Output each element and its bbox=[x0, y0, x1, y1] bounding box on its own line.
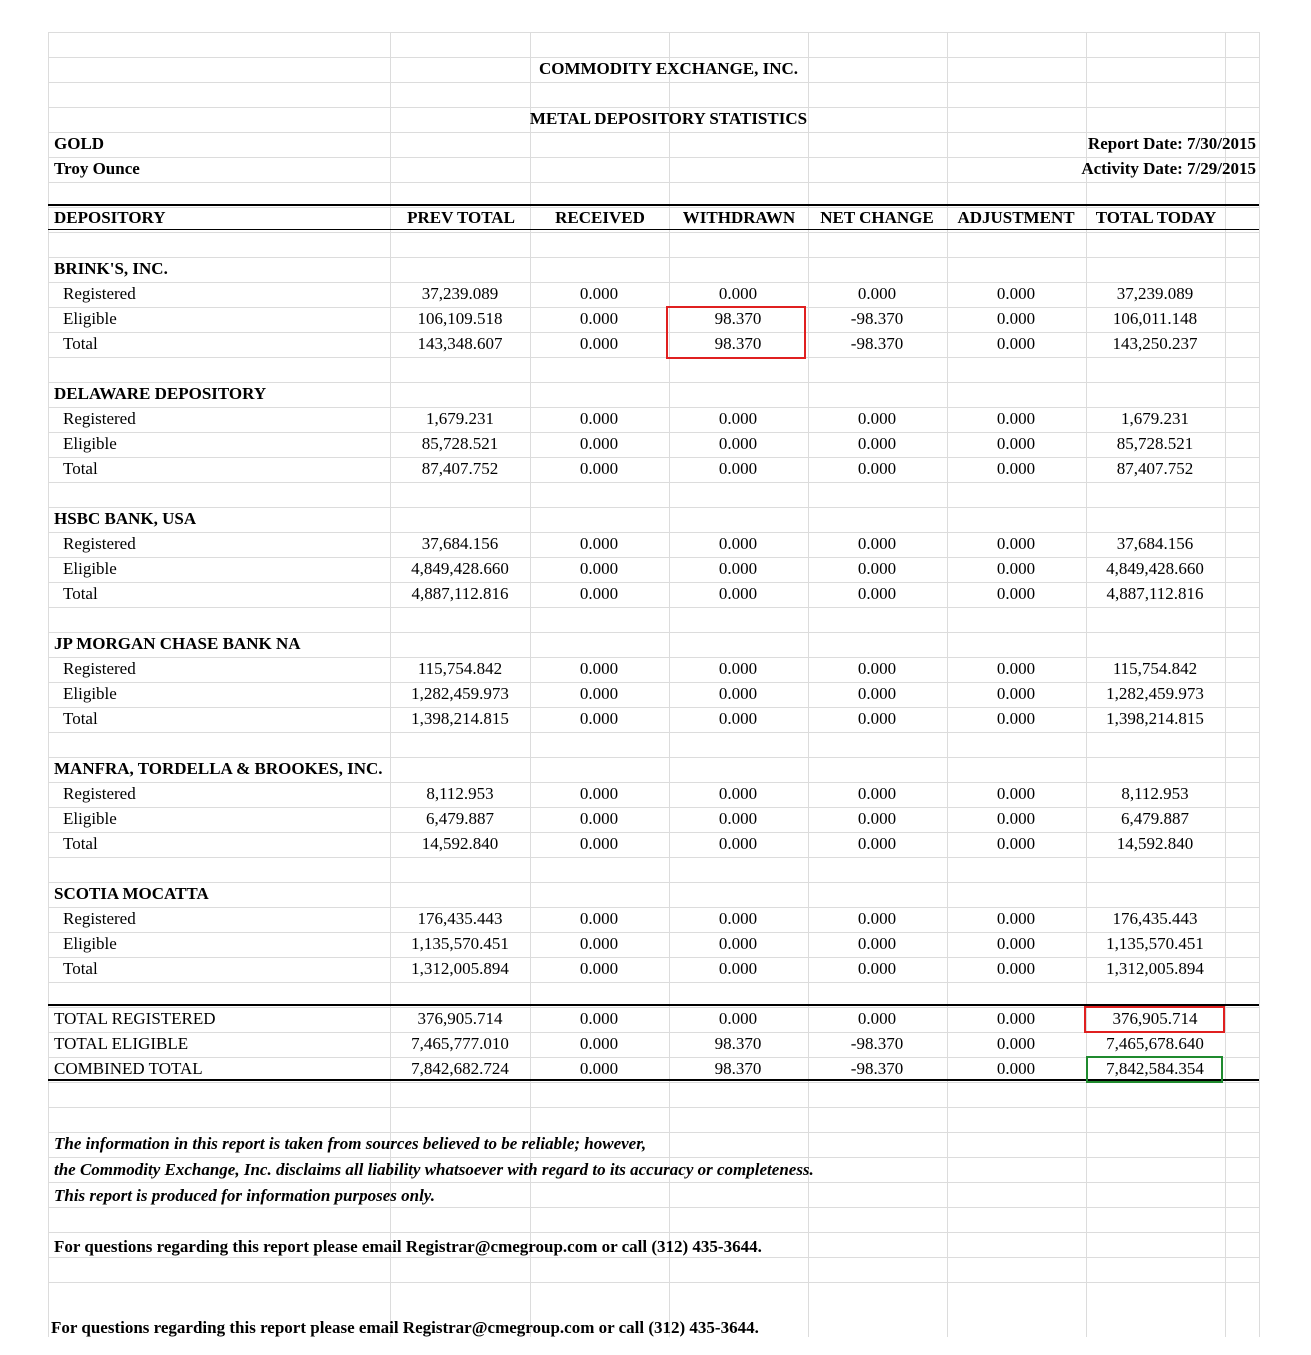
value-cell: 0.000 bbox=[718, 584, 758, 603]
total-value-cell: 7,465,777.010 bbox=[411, 1034, 509, 1053]
row-label: Registered bbox=[63, 659, 136, 678]
header-bottom-rule bbox=[48, 229, 1259, 230]
value-cell: 0.000 bbox=[857, 409, 897, 428]
value-cell: 6,479.887 bbox=[1121, 809, 1189, 828]
activity-date: Activity Date: 7/29/2015 bbox=[1081, 159, 1256, 178]
value-cell: 176,435.443 bbox=[1112, 909, 1198, 928]
value-cell: 0.000 bbox=[718, 659, 758, 678]
gridline-row bbox=[48, 82, 1259, 83]
gridline-row bbox=[48, 1082, 1259, 1083]
contact-line-repeat: For questions regarding this report please email Registrar@cmegroup.com or call (312) 435-3644. bbox=[51, 1318, 759, 1337]
gridline-row bbox=[48, 957, 1259, 958]
value-cell: 0.000 bbox=[579, 409, 619, 428]
value-cell: 0.000 bbox=[996, 934, 1036, 953]
total-value-cell: 376,905.714 bbox=[417, 1009, 503, 1028]
gridline-row bbox=[48, 432, 1259, 433]
gridline-row bbox=[48, 607, 1259, 608]
value-cell: 0.000 bbox=[718, 909, 758, 928]
value-cell: 98.370 bbox=[714, 334, 762, 353]
value-cell: 0.000 bbox=[579, 284, 619, 303]
value-cell: 0.000 bbox=[579, 709, 619, 728]
value-cell: 85,728.521 bbox=[1116, 434, 1194, 453]
value-cell: 85,728.521 bbox=[421, 434, 499, 453]
company-title: COMMODITY EXCHANGE, INC. bbox=[538, 59, 799, 78]
value-cell: 0.000 bbox=[579, 834, 619, 853]
value-cell: 4,849,428.660 bbox=[411, 559, 509, 578]
row-label: Eligible bbox=[63, 684, 117, 703]
gridline-row bbox=[48, 757, 1259, 758]
value-cell: 0.000 bbox=[857, 459, 897, 478]
depository-name: DELAWARE DEPOSITORY bbox=[54, 384, 267, 403]
value-cell: 0.000 bbox=[857, 709, 897, 728]
column-header: TOTAL TODAY bbox=[1095, 208, 1217, 227]
gridline-row bbox=[48, 482, 1259, 483]
gridline-row bbox=[48, 332, 1259, 333]
value-cell: 14,592.840 bbox=[421, 834, 499, 853]
row-label: Eligible bbox=[63, 934, 117, 953]
gridline-row bbox=[48, 257, 1259, 258]
value-cell: 1,312,005.894 bbox=[1106, 959, 1204, 978]
row-label: Total bbox=[63, 959, 98, 978]
gridline-row bbox=[48, 407, 1259, 408]
report-subtitle: METAL DEPOSITORY STATISTICS bbox=[529, 109, 808, 128]
contact-line: For questions regarding this report please email Registrar@cmegroup.com or call (312) 435-3644. bbox=[54, 1237, 762, 1256]
total-value-cell: 7,465,678.640 bbox=[1106, 1034, 1204, 1053]
row-label: Total bbox=[63, 834, 98, 853]
gridline-row bbox=[48, 1282, 1259, 1283]
value-cell: 4,887,112.816 bbox=[411, 584, 509, 603]
row-label: Eligible bbox=[63, 309, 117, 328]
row-label: Eligible bbox=[63, 809, 117, 828]
gridline-row bbox=[48, 1232, 1259, 1233]
value-cell: 37,239.089 bbox=[1116, 284, 1194, 303]
value-cell: 1,282,459.973 bbox=[411, 684, 509, 703]
value-cell: -98.370 bbox=[850, 334, 904, 353]
total-value-cell: 0.000 bbox=[718, 1009, 758, 1028]
value-cell: 0.000 bbox=[857, 559, 897, 578]
total-value-cell: 0.000 bbox=[996, 1059, 1036, 1078]
value-cell: 0.000 bbox=[718, 534, 758, 553]
value-cell: 87,407.752 bbox=[421, 459, 499, 478]
total-value-cell: 0.000 bbox=[579, 1034, 619, 1053]
total-value-cell: 0.000 bbox=[996, 1009, 1036, 1028]
gridline-row bbox=[48, 657, 1259, 658]
row-label: Eligible bbox=[63, 434, 117, 453]
value-cell: 0.000 bbox=[996, 309, 1036, 328]
value-cell: 0.000 bbox=[996, 809, 1036, 828]
total-value-cell: 376,905.714 bbox=[1112, 1009, 1198, 1028]
depository-name: BRINK'S, INC. bbox=[54, 259, 168, 278]
metal-name: GOLD bbox=[54, 134, 105, 153]
total-label: TOTAL REGISTERED bbox=[54, 1009, 216, 1028]
value-cell: 37,239.089 bbox=[421, 284, 499, 303]
value-cell: 1,679.231 bbox=[1121, 409, 1189, 428]
value-cell: 115,754.842 bbox=[1112, 659, 1198, 678]
row-label: Eligible bbox=[63, 559, 117, 578]
value-cell: 0.000 bbox=[718, 284, 758, 303]
column-header: WITHDRAWN bbox=[682, 208, 796, 227]
row-label: Registered bbox=[63, 909, 136, 928]
highlight-combined-total-box bbox=[1086, 1056, 1223, 1083]
value-cell: 0.000 bbox=[996, 834, 1036, 853]
value-cell: 0.000 bbox=[579, 584, 619, 603]
total-label: TOTAL ELIGIBLE bbox=[54, 1034, 189, 1053]
value-cell: 0.000 bbox=[996, 584, 1036, 603]
gridline-row bbox=[48, 182, 1259, 183]
gridline-row bbox=[48, 682, 1259, 683]
value-cell: 0.000 bbox=[857, 434, 897, 453]
column-header-depository: DEPOSITORY bbox=[54, 208, 166, 227]
value-cell: 0.000 bbox=[579, 959, 619, 978]
gridline-row bbox=[48, 1207, 1259, 1208]
value-cell: 0.000 bbox=[996, 959, 1036, 978]
value-cell: 0.000 bbox=[718, 959, 758, 978]
total-value-cell: 0.000 bbox=[996, 1034, 1036, 1053]
total-value-cell: -98.370 bbox=[850, 1034, 904, 1053]
value-cell: 143,348.607 bbox=[417, 334, 503, 353]
header-top-rule bbox=[48, 204, 1259, 206]
gridline-row bbox=[48, 307, 1259, 308]
value-cell: 0.000 bbox=[996, 409, 1036, 428]
value-cell: 0.000 bbox=[579, 784, 619, 803]
gridline-row bbox=[48, 732, 1259, 733]
value-cell: 0.000 bbox=[857, 684, 897, 703]
value-cell: 0.000 bbox=[579, 934, 619, 953]
value-cell: 0.000 bbox=[996, 709, 1036, 728]
gridline-row bbox=[48, 932, 1259, 933]
gridline-row bbox=[48, 32, 1259, 33]
value-cell: 1,398,214.815 bbox=[1106, 709, 1204, 728]
value-cell: 1,135,570.451 bbox=[411, 934, 509, 953]
value-cell: 0.000 bbox=[857, 284, 897, 303]
gridline-row bbox=[48, 907, 1259, 908]
value-cell: 0.000 bbox=[718, 559, 758, 578]
gridline-row bbox=[48, 882, 1259, 883]
value-cell: 0.000 bbox=[996, 334, 1036, 353]
gridline-row bbox=[48, 1157, 1259, 1158]
disclaimer-line: The information in this report is taken from sources believed to be reliable; however, bbox=[54, 1134, 647, 1153]
total-value-cell: 0.000 bbox=[579, 1059, 619, 1078]
value-cell: 4,887,112.816 bbox=[1106, 584, 1204, 603]
value-cell: 0.000 bbox=[996, 534, 1036, 553]
value-cell: 6,479.887 bbox=[426, 809, 494, 828]
row-label: Registered bbox=[63, 534, 136, 553]
total-value-cell: 0.000 bbox=[857, 1009, 897, 1028]
gridline-row bbox=[48, 232, 1259, 233]
value-cell: 106,109.518 bbox=[417, 309, 503, 328]
gridline-row bbox=[48, 357, 1259, 358]
total-label: COMBINED TOTAL bbox=[54, 1059, 203, 1078]
depository-name: MANFRA, TORDELLA & BROOKES, INC. bbox=[54, 759, 383, 778]
unit-label: Troy Ounce bbox=[54, 159, 140, 178]
report-date: Report Date: 7/30/2015 bbox=[1087, 134, 1256, 153]
value-cell: 176,435.443 bbox=[417, 909, 503, 928]
value-cell: 14,592.840 bbox=[1116, 834, 1194, 853]
gridline-row bbox=[48, 157, 1259, 158]
value-cell: 0.000 bbox=[579, 659, 619, 678]
value-cell: 0.000 bbox=[579, 459, 619, 478]
value-cell: 0.000 bbox=[996, 784, 1036, 803]
value-cell: 0.000 bbox=[857, 659, 897, 678]
gridline-row bbox=[48, 1132, 1259, 1133]
value-cell: -98.370 bbox=[850, 309, 904, 328]
gridline-row bbox=[48, 832, 1259, 833]
value-cell: 0.000 bbox=[857, 934, 897, 953]
gridline-row bbox=[48, 1107, 1259, 1108]
row-label: Registered bbox=[63, 784, 136, 803]
total-value-cell: 98.370 bbox=[714, 1034, 762, 1053]
value-cell: 0.000 bbox=[718, 709, 758, 728]
row-label: Total bbox=[63, 334, 98, 353]
total-value-cell: 0.000 bbox=[579, 1009, 619, 1028]
row-label: Registered bbox=[63, 409, 136, 428]
row-label: Total bbox=[63, 709, 98, 728]
value-cell: 0.000 bbox=[996, 459, 1036, 478]
totals-top-rule bbox=[48, 1004, 1259, 1006]
value-cell: 0.000 bbox=[579, 334, 619, 353]
value-cell: 1,679.231 bbox=[426, 409, 494, 428]
gridline-row bbox=[48, 457, 1259, 458]
gridline-col bbox=[48, 32, 49, 1337]
gridline-row bbox=[48, 557, 1259, 558]
gridline-row bbox=[48, 532, 1259, 533]
gridline-row bbox=[48, 1032, 1259, 1033]
disclaimer-line: the Commodity Exchange, Inc. disclaims all liability whatsoever with regard to its accuracy or completeness. bbox=[54, 1160, 814, 1179]
value-cell: 143,250.237 bbox=[1112, 334, 1198, 353]
value-cell: 0.000 bbox=[579, 684, 619, 703]
gridline-row bbox=[48, 582, 1259, 583]
value-cell: 0.000 bbox=[857, 834, 897, 853]
value-cell: 1,282,459.973 bbox=[1106, 684, 1204, 703]
gridline-row bbox=[48, 107, 1259, 108]
value-cell: 106,011.148 bbox=[1112, 309, 1198, 328]
value-cell: 87,407.752 bbox=[1116, 459, 1194, 478]
value-cell: 0.000 bbox=[996, 684, 1036, 703]
value-cell: 0.000 bbox=[579, 434, 619, 453]
value-cell: 0.000 bbox=[996, 559, 1036, 578]
value-cell: 0.000 bbox=[857, 959, 897, 978]
value-cell: 0.000 bbox=[579, 559, 619, 578]
column-header: PREV TOTAL bbox=[407, 208, 515, 227]
value-cell: 0.000 bbox=[579, 309, 619, 328]
value-cell: 98.370 bbox=[714, 309, 762, 328]
gridline-row bbox=[48, 632, 1259, 633]
value-cell: 4,849,428.660 bbox=[1106, 559, 1204, 578]
value-cell: 0.000 bbox=[718, 459, 758, 478]
gridline-row bbox=[48, 1182, 1259, 1183]
gridline-row bbox=[48, 507, 1259, 508]
gridline-row bbox=[48, 57, 1259, 58]
gridline-row bbox=[48, 132, 1259, 133]
depository-name: HSBC BANK, USA bbox=[54, 509, 197, 528]
value-cell: 0.000 bbox=[718, 434, 758, 453]
highlight-total-registered-box bbox=[1084, 1006, 1225, 1033]
depository-name: JP MORGAN CHASE BANK NA bbox=[54, 634, 301, 653]
value-cell: 0.000 bbox=[718, 809, 758, 828]
disclaimer-line: This report is produced for information purposes only. bbox=[54, 1186, 435, 1205]
value-cell: 8,112.953 bbox=[1121, 784, 1189, 803]
value-cell: 0.000 bbox=[857, 784, 897, 803]
value-cell: 0.000 bbox=[857, 584, 897, 603]
value-cell: 0.000 bbox=[718, 834, 758, 853]
value-cell: 115,754.842 bbox=[417, 659, 503, 678]
column-header: ADJUSTMENT bbox=[957, 208, 1075, 227]
value-cell: 0.000 bbox=[718, 409, 758, 428]
value-cell: 0.000 bbox=[718, 684, 758, 703]
value-cell: 37,684.156 bbox=[1116, 534, 1194, 553]
value-cell: 0.000 bbox=[718, 934, 758, 953]
gridline-row bbox=[48, 807, 1259, 808]
value-cell: 1,312,005.894 bbox=[411, 959, 509, 978]
row-label: Registered bbox=[63, 284, 136, 303]
total-value-cell: -98.370 bbox=[850, 1059, 904, 1078]
depository-name: SCOTIA MOCATTA bbox=[54, 884, 209, 903]
total-value-cell: 7,842,682.724 bbox=[411, 1059, 509, 1078]
value-cell: 8,112.953 bbox=[426, 784, 494, 803]
gridline-row bbox=[48, 1007, 1259, 1008]
row-label: Total bbox=[63, 459, 98, 478]
value-cell: 0.000 bbox=[718, 784, 758, 803]
gridline-row bbox=[48, 1057, 1259, 1058]
value-cell: 37,684.156 bbox=[421, 534, 499, 553]
value-cell: 1,135,570.451 bbox=[1106, 934, 1204, 953]
gridline-row bbox=[48, 282, 1259, 283]
totals-bottom-rule bbox=[48, 1079, 1259, 1081]
gridline-row bbox=[48, 382, 1259, 383]
gridline-row bbox=[48, 782, 1259, 783]
value-cell: 1,398,214.815 bbox=[411, 709, 509, 728]
value-cell: 0.000 bbox=[996, 284, 1036, 303]
gridline-col bbox=[1259, 32, 1260, 1337]
value-cell: 0.000 bbox=[996, 434, 1036, 453]
gridline-row bbox=[48, 1257, 1259, 1258]
value-cell: 0.000 bbox=[579, 809, 619, 828]
value-cell: 0.000 bbox=[857, 809, 897, 828]
value-cell: 0.000 bbox=[857, 534, 897, 553]
total-value-cell: 7,842,584.354 bbox=[1106, 1059, 1204, 1078]
value-cell: 0.000 bbox=[579, 534, 619, 553]
value-cell: 0.000 bbox=[996, 659, 1036, 678]
total-value-cell: 98.370 bbox=[714, 1059, 762, 1078]
value-cell: 0.000 bbox=[579, 909, 619, 928]
value-cell: 0.000 bbox=[996, 909, 1036, 928]
gridline-row bbox=[48, 982, 1259, 983]
highlight-withdrawn-box bbox=[666, 306, 806, 359]
row-label: Total bbox=[63, 584, 98, 603]
value-cell: 0.000 bbox=[857, 909, 897, 928]
column-header: RECEIVED bbox=[555, 208, 645, 227]
gridline-row bbox=[48, 707, 1259, 708]
gridline-row bbox=[48, 857, 1259, 858]
column-header: NET CHANGE bbox=[820, 208, 934, 227]
